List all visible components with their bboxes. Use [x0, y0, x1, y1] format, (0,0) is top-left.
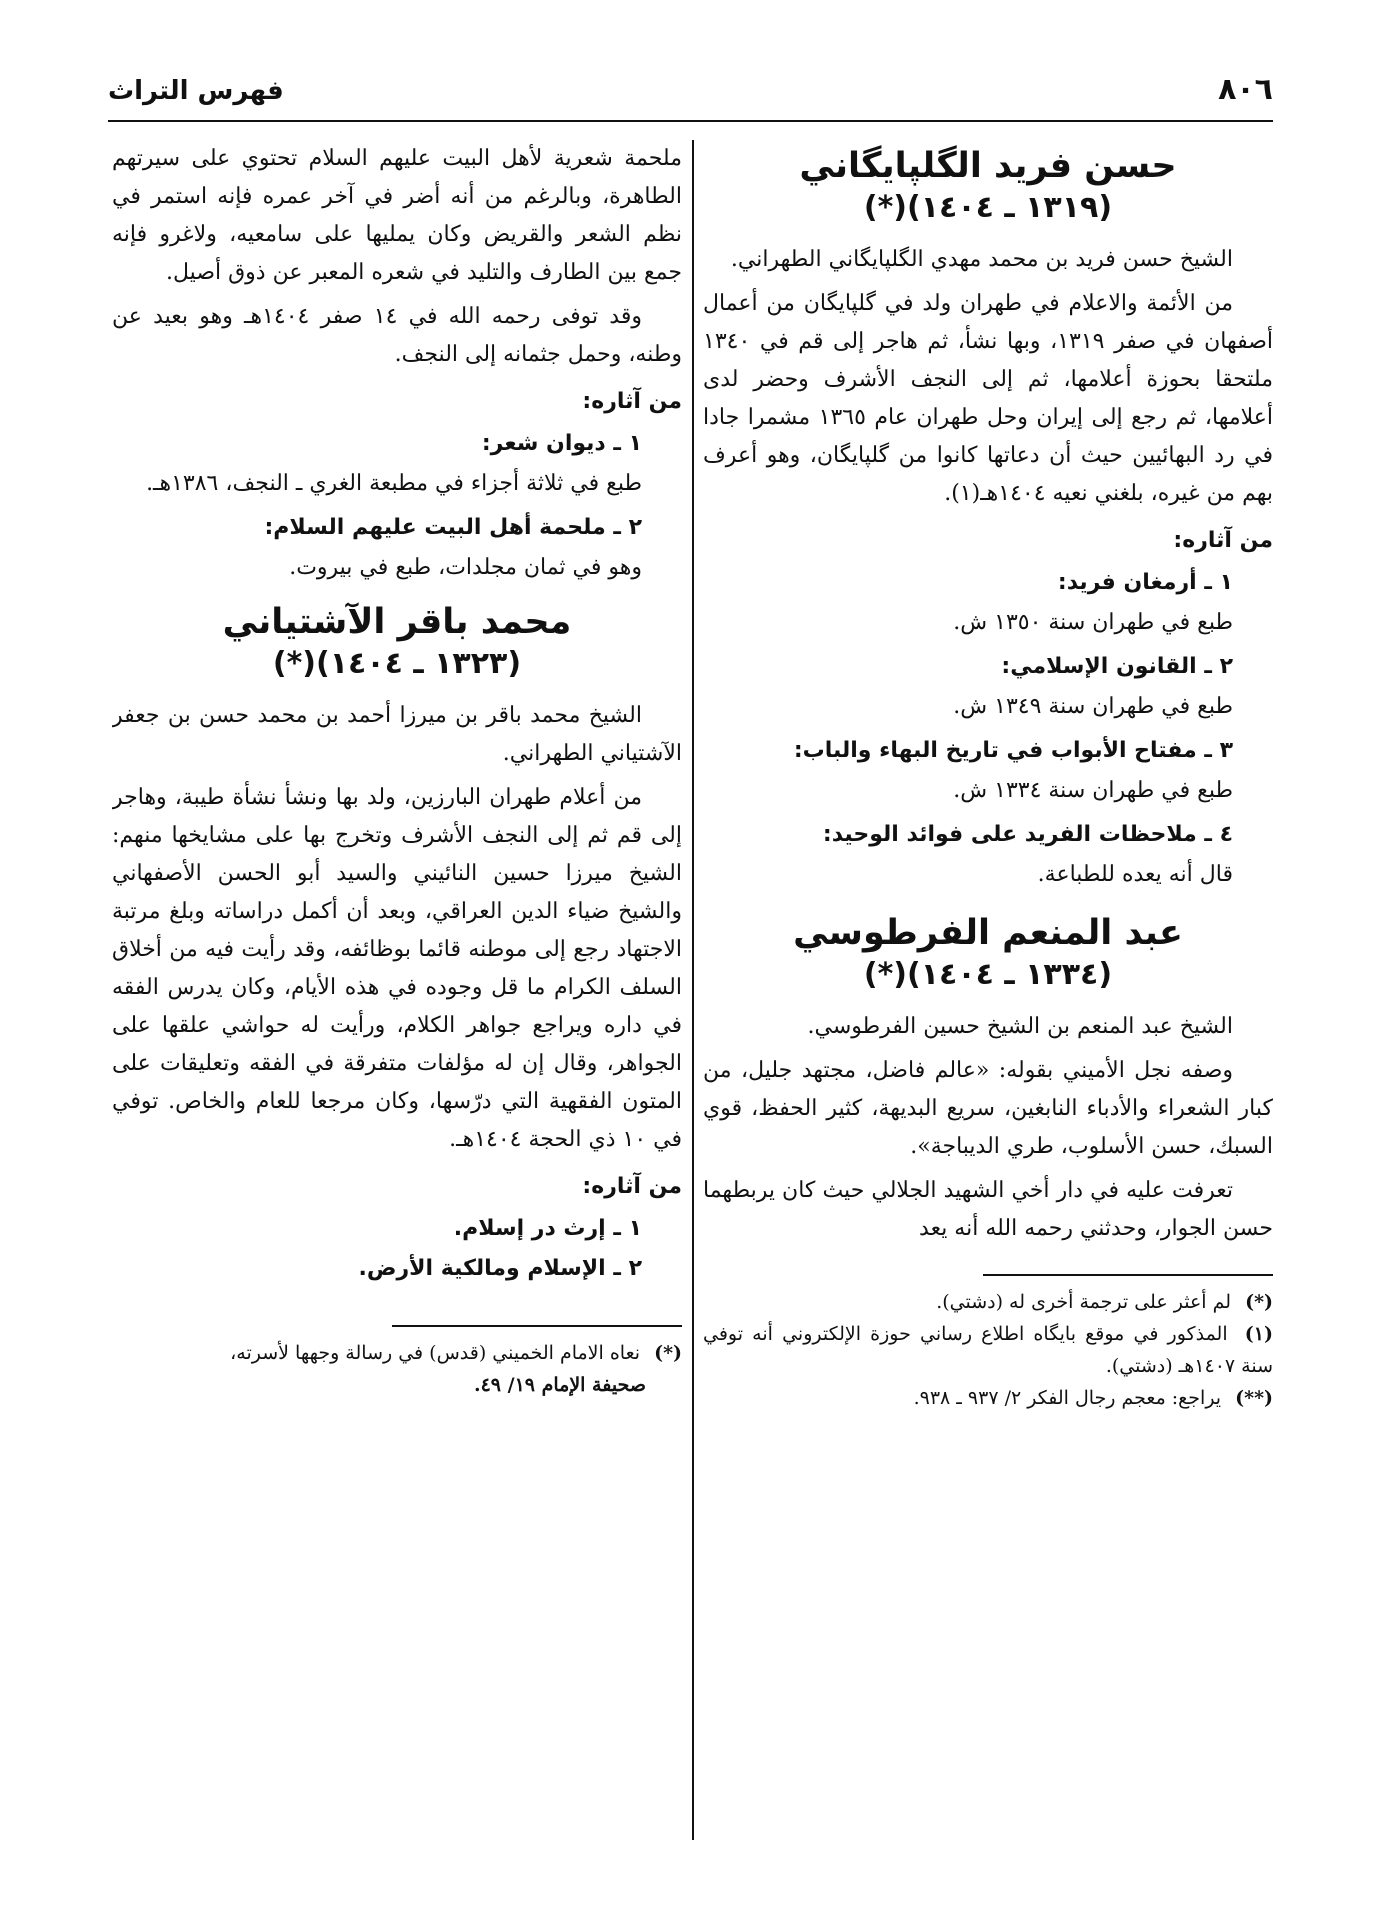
work-title: ٤ ـ ملاحظات الفريد على فوائد الوحيد: [822, 822, 1233, 847]
work-note: قال أنه يعده للطباعة. [1037, 862, 1233, 887]
left-column [112, 140, 682, 1840]
paragraph: الشيخ عبد المنعم بن الشيخ حسين الفرطوسي. [807, 1014, 1233, 1039]
work-title: ١ ـ إرث در إسلام. [453, 1216, 642, 1241]
footnote-text: لم أعثر على ترجمة أخرى له (دشتي). [936, 1291, 1232, 1313]
entry-dates: (١٣٣٤ ـ ١٤٠٤)(*) [863, 957, 1113, 992]
work-note: طبع في طهران سنة ١٣٣٤ ش. [953, 778, 1233, 803]
paragraph: الشيخ حسن فريد بن محمد مهدي الگلپايگاني الطهراني. [730, 247, 1233, 272]
footnote [703, 1382, 1273, 1414]
footnote-mark: (*) [1245, 1291, 1273, 1313]
right-column [703, 140, 1273, 1840]
paragraph: من الأئمة والاعلام في طهران ولد في گلپايگان من أعمال أصفهان في صفر ١٣١٩، وبها نشأ، ثم هاجر إلى قم في ١٣٤٠ ملتحقا بحوزة أعلامها، ثم إلى النجف الأشرف وحضر لدى أعلامها، ثم رجع إلى إيران وحل طهران عام ١٣٦٥ مشمرا جادا في رد البهائيين حيث أن دعاتها كانوا من گلپايگان، وهو أعرف بهم من غيره، بلغني نعيه ١٤٠٤هـ(١). [703, 291, 1273, 506]
footnotes [703, 1274, 1273, 1414]
footnote [703, 1318, 1273, 1382]
work-title: ١ ـ ديوان شعر: [481, 431, 642, 456]
footnote-source: صحيفة الإمام ١٩/ ٤٩. [473, 1374, 646, 1396]
work-note: طبع في طهران سنة ١٣٥٠ ش. [953, 610, 1233, 635]
work-note: وهو في ثمان مجلدات، طبع في بيروت. [289, 555, 642, 580]
work-title: ٢ ـ القانون الإسلامي: [1001, 654, 1233, 679]
page-number: ٨٠٦ [1218, 72, 1273, 107]
paragraph: ملحمة شعرية لأهل البيت عليهم السلام تحتوي على سيرتهم الطاهرة، وبالرغم من أنه أضر في آخر عمره فإنه استمر في نظم الشعر والقريض وكان يمليها على سامعيه، ولاغرو فإنه جمع بين الطارف والتليد في شعره المعبر عن ذوق أصيل. [112, 146, 682, 285]
paragraph: وقد توفى رحمه الله في ١٤ صفر ١٤٠٤هـ وهو بعيد عن وطنه، وحمل جثمانه إلى النجف. [112, 304, 682, 367]
column-divider [692, 140, 694, 1840]
works-label: من آثاره: [582, 389, 682, 414]
work-title: ٣ ـ مفتاح الأبواب في تاريخ البهاء والباب: [793, 738, 1233, 763]
work-title: ١ ـ أرمغان فريد: [1057, 570, 1233, 595]
footnote [703, 1286, 1273, 1318]
work-title: ٢ ـ ملحمة أهل البيت عليهم السلام: [264, 515, 642, 540]
running-title: فهرس التراث [108, 76, 284, 106]
footnote-mark: (*) [654, 1342, 682, 1364]
entry-dates: (١٣٢٣ ـ ١٤٠٤)(*) [272, 646, 522, 681]
paragraph: وصفه نجل الأميني بقوله: «عالم فاضل، مجتهد جليل، من كبار الشعراء والأدباء النابغين، سريع البديهة، كثير الحفظ، قوي السبك، حسن الأسلوب، طري الديباجة». [703, 1058, 1273, 1159]
entry-title: حسن فريد الگلپايگاني [799, 146, 1177, 186]
paragraph: الشيخ محمد باقر بن ميرزا أحمد بن محمد حسن بن جعفر الآشتياني الطهراني. [112, 703, 682, 766]
footnote [112, 1337, 682, 1369]
footnote-mark: (١) [1244, 1323, 1273, 1345]
works-label: من آثاره: [582, 1174, 682, 1199]
entry-dates: (١٣١٩ ـ ١٤٠٤)(*) [863, 190, 1113, 225]
footnote-text: المذكور في موقع بايگاه اطلاع رساني حوزة الإلكتروني أنه توفي سنة ١٤٠٧هـ (دشتي). [703, 1323, 1273, 1377]
footnote-text: نعاه الامام الخميني (قدس) في رسالة وجهها لأسرته، [230, 1342, 641, 1364]
paragraph: تعرفت عليه في دار أخي الشهيد الجلالي حيث كان يربطهما حسن الجوار، وحدثني رحمه الله أنه يعد [703, 1178, 1273, 1241]
page-header [108, 70, 1273, 122]
works-label: من آثاره: [1173, 528, 1273, 553]
entry-title: محمد باقر الآشتياني [222, 602, 572, 642]
footnotes [230, 1325, 682, 1401]
work-note: طبع في ثلاثة أجزاء في مطبعة الغري ـ النجف، ١٣٨٦هـ. [146, 471, 642, 496]
footnote-mark: (**) [1235, 1387, 1273, 1409]
footnote-text: يراجع: معجم رجال الفكر ٢/ ٩٣٧ ـ ٩٣٨. [913, 1387, 1222, 1409]
work-title: ٢ ـ الإسلام ومالكية الأرض. [358, 1256, 642, 1281]
paragraph: من أعلام طهران البارزين، ولد بها ونشأ نشأة طيبة، وهاجر إلى قم ثم إلى النجف الأشرف وتخرج بها على مشايخها منهم: الشيخ ميرزا حسين النائيني والسيد أبو الحسن الأصفهاني والشيخ ضياء الدين العراقي، وبعد أن أكمل دراساته وبلغ مرتبة الاجتهاد رجع إلى موطنه قائما بوظائفه، وقد رأيت فيه من أخلاق السلف الكرام ما قل وجوده في هذه الأيام، وكان يدرس الفقه في داره ويراجع جواهر الكلام، ورأيت له حواشي علقها على الجواهر، وقال إن له مؤلفات متفرقة في الفقه وتعليقات على المتون الفقهية التي درّسها، وكان مرجعا للعام والخاص. توفي في ١٠ ذي الحجة ١٤٠٤هـ. [112, 785, 682, 1152]
work-note: طبع في طهران سنة ١٣٤٩ ش. [953, 694, 1233, 719]
entry-title: عبد المنعم الفرطوسي [793, 913, 1183, 953]
